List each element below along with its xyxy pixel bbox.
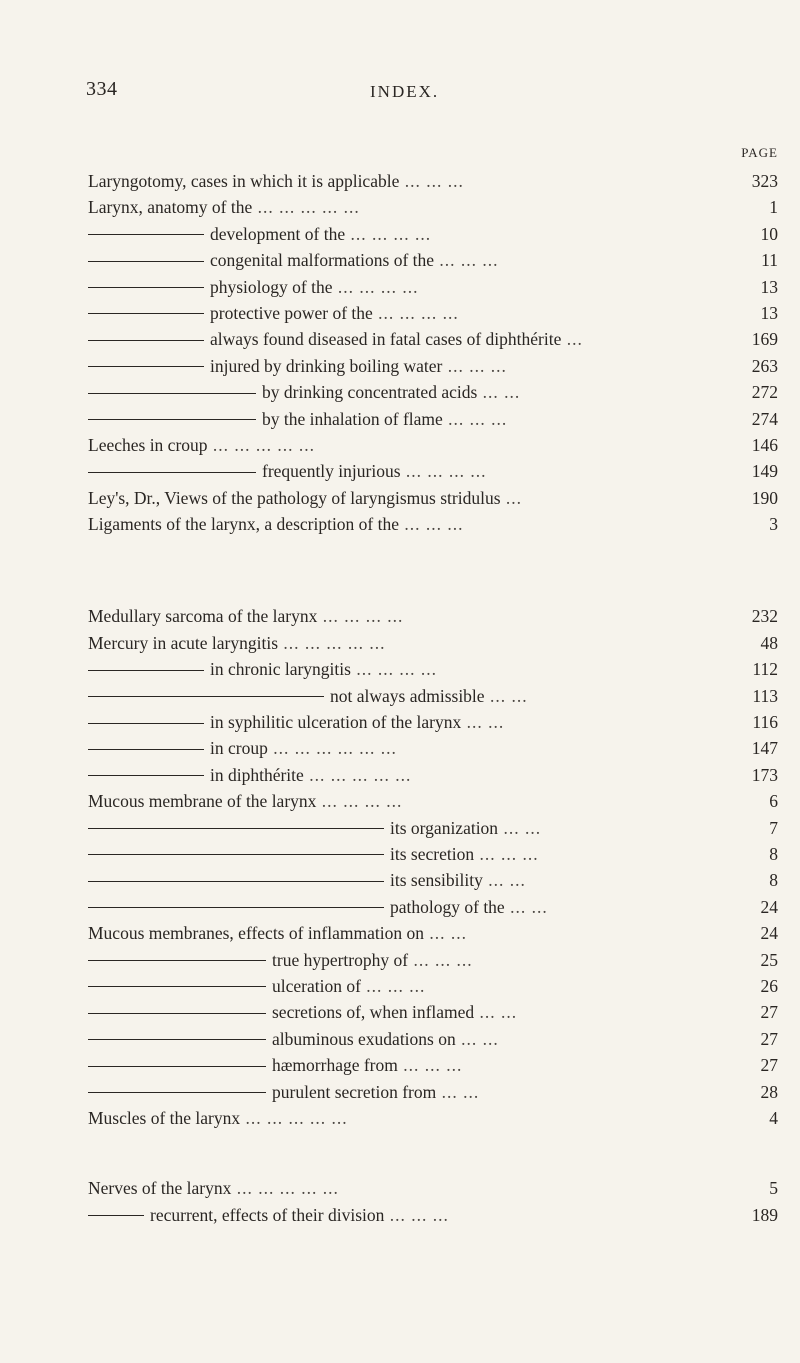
index-entry — [88, 379, 778, 405]
entry-text: in chronic laryngitis — [210, 659, 351, 680]
entry-text: hæmorrhage from — [272, 1055, 398, 1076]
entry-text: Medullary sarcoma of the larynx — [88, 606, 318, 627]
dot-leader: ... ... ... — [434, 250, 499, 271]
dot-leader: ... ... ... — [442, 408, 508, 429]
entry-page-number: 169 — [751, 329, 778, 350]
ditto-rule — [88, 287, 204, 288]
entry-text: secretions of, when inflamed — [272, 1002, 475, 1023]
entry-text: Mucous membrane of the larynx — [88, 791, 317, 812]
entry-text: by drinking concentrated acids — [262, 382, 478, 403]
entry-page-number: 8 — [769, 870, 778, 891]
index-entry — [88, 274, 778, 300]
entry-text: albuminous exudations on — [272, 1028, 456, 1049]
entry-text: by the inhalation of flame — [262, 408, 443, 429]
entry-text: ulceration of — [272, 975, 361, 996]
page-number: 334 — [86, 78, 118, 100]
page-column-label: PAGE — [741, 145, 778, 160]
entry-page-number: 1 — [769, 197, 778, 218]
entry-text: Ley's, Dr., Views of the pathology of laryngismus stridulus — [88, 487, 501, 508]
entry-page-number: 10 — [760, 223, 778, 244]
entry-page-number: 112 — [752, 659, 778, 680]
dot-leader: ... ... ... ... ... — [207, 434, 316, 455]
dot-leader: ... ... — [436, 1081, 480, 1102]
dot-leader: ... ... — [482, 870, 526, 891]
ditto-rule — [88, 670, 204, 671]
dot-leader: ... ... ... ... ... — [240, 1107, 348, 1128]
entry-text: protective power of the — [210, 302, 373, 323]
index-entry — [88, 603, 778, 629]
entry-page-number: 24 — [760, 923, 778, 944]
dot-leader: ... ... ... — [474, 843, 539, 864]
ditto-rule — [88, 986, 266, 987]
index-entry — [88, 947, 778, 973]
dot-leader: ... ... — [504, 896, 548, 917]
index-entry — [88, 709, 778, 735]
dot-leader: ... — [561, 329, 583, 350]
dot-leader: ... ... — [498, 817, 542, 838]
entry-page-number: 4 — [769, 1107, 778, 1128]
index-entry — [88, 1175, 778, 1201]
entry-page-number: 28 — [760, 1081, 778, 1102]
entry-page-number: 13 — [760, 276, 778, 297]
dot-leader: ... ... — [461, 712, 505, 733]
entry-text: Larynx, anatomy of the — [88, 197, 253, 218]
ditto-rule — [88, 960, 266, 961]
dot-leader: ... ... — [423, 923, 467, 944]
dot-leader: ... ... ... ... — [316, 791, 403, 812]
entry-text: physiology of the — [210, 276, 333, 297]
ditto-rule — [88, 749, 204, 750]
ditto-rule — [88, 828, 384, 829]
index-entry — [88, 485, 778, 511]
ditto-rule — [88, 313, 204, 314]
entry-text: Muscles of the larynx — [88, 1107, 241, 1128]
entry-page-number: 274 — [751, 408, 778, 429]
index-entry — [88, 1026, 778, 1052]
entry-text: development of the — [210, 223, 346, 244]
ditto-rule — [88, 419, 256, 420]
entry-text: congenital malformations of the — [210, 250, 435, 271]
entry-text: true hypertrophy of — [272, 949, 409, 970]
entry-text: injured by drinking boiling water — [210, 355, 443, 376]
ditto-rule — [88, 393, 256, 394]
dot-leader: ... ... ... ... ... — [252, 197, 360, 218]
index-entries — [88, 168, 778, 1228]
entry-text: in syphilitic ulceration of the larynx — [210, 712, 462, 733]
index-entry — [88, 221, 778, 247]
dot-leader: ... ... ... ... ... — [278, 632, 386, 653]
dot-leader: ... ... — [477, 382, 521, 403]
entry-page-number: 27 — [760, 1055, 778, 1076]
entry-page-number: 147 — [751, 738, 778, 759]
entry-page-number: 25 — [760, 949, 778, 970]
entry-page-number: 11 — [761, 250, 778, 271]
ditto-rule — [88, 854, 384, 855]
index-entry — [88, 168, 778, 194]
index-entry — [88, 894, 778, 920]
entry-page-number: 8 — [769, 843, 778, 864]
entry-page-number: 48 — [760, 632, 778, 653]
ditto-rule — [88, 723, 204, 724]
index-entry — [88, 1079, 778, 1105]
ditto-rule — [88, 340, 204, 341]
index-entry — [88, 1202, 778, 1228]
entry-page-number: 146 — [751, 434, 778, 455]
dot-leader: ... ... ... — [360, 975, 426, 996]
entry-text: its organization — [390, 817, 499, 838]
entry-page-number: 149 — [751, 461, 778, 482]
ditto-rule — [88, 261, 204, 262]
entry-text: always found diseased in fatal cases of diphthérite — [210, 329, 562, 350]
ditto-rule — [88, 472, 256, 473]
dot-leader: ... ... ... ... — [400, 461, 487, 482]
index-entry — [88, 300, 778, 326]
entry-page-number: 232 — [751, 606, 778, 627]
entry-page-number: 116 — [752, 712, 778, 733]
index-entry — [88, 458, 778, 484]
ditto-rule — [88, 366, 204, 367]
dot-leader: ... ... ... — [399, 514, 464, 535]
dot-leader: ... ... ... ... — [317, 606, 404, 627]
dot-leader: ... ... ... ... — [372, 302, 459, 323]
entry-text: Laryngotomy, cases in which it is applicable — [88, 171, 400, 191]
index-entry — [88, 406, 778, 432]
index-entry — [88, 973, 778, 999]
page-header — [0, 78, 800, 118]
entry-page-number: 27 — [760, 1028, 778, 1049]
index-entry — [88, 656, 778, 682]
ditto-rule — [88, 234, 204, 235]
dot-leader: ... — [500, 487, 523, 508]
ditto-rule — [88, 1013, 266, 1014]
dot-leader: ... ... ... ... ... — [231, 1178, 339, 1199]
index-entry — [88, 815, 778, 841]
entry-text: its secretion — [390, 843, 475, 864]
dot-leader: ... ... ... — [397, 1055, 463, 1076]
entry-page-number: 323 — [751, 171, 778, 191]
entry-page-number: 190 — [751, 487, 778, 508]
index-entry — [88, 432, 778, 458]
entry-text: Ligaments of the larynx, a description of the — [88, 514, 400, 535]
dot-leader: ... ... — [455, 1028, 499, 1049]
dot-leader: ... ... ... ... — [350, 659, 437, 680]
dot-leader: ... ... ... ... — [332, 276, 419, 297]
index-entry — [88, 353, 778, 379]
entry-page-number: 189 — [751, 1204, 778, 1225]
dot-leader: ... ... ... — [384, 1204, 449, 1225]
entry-text: Nerves of the larynx — [88, 1178, 232, 1199]
entry-page-number: 173 — [751, 764, 778, 785]
dot-leader: ... ... ... — [408, 949, 473, 970]
entry-text: Mucous membranes, effects of inflammation on — [88, 923, 424, 944]
ditto-rule — [88, 1066, 266, 1067]
entry-text: its sensibility — [390, 870, 483, 891]
entry-text: in croup — [210, 738, 268, 759]
dot-leader: ... ... ... ... — [345, 223, 432, 244]
entry-text: pathology of the — [390, 896, 505, 917]
entry-page-number: 113 — [752, 685, 778, 706]
index-entry — [88, 999, 778, 1025]
entry-page-number: 3 — [769, 514, 778, 535]
entry-page-number: 24 — [760, 896, 778, 917]
entry-page-number: 26 — [760, 975, 778, 996]
entry-page-number: 13 — [760, 302, 778, 323]
index-entry — [88, 683, 778, 709]
entry-page-number: 6 — [769, 791, 778, 812]
entry-text: in diphthérite — [210, 764, 304, 785]
ditto-rule — [88, 1039, 266, 1040]
index-entry — [88, 762, 778, 788]
index-entry — [88, 1052, 778, 1078]
index-entry — [88, 841, 778, 867]
entry-text: frequently injurious — [262, 461, 401, 482]
entry-text: Leeches in croup — [88, 434, 208, 455]
entry-page-number: 7 — [769, 817, 778, 838]
ditto-rule — [88, 775, 204, 776]
dot-leader: ... ... ... ... ... — [303, 764, 412, 785]
index-section — [88, 603, 778, 1131]
running-title: INDEX. — [370, 82, 440, 101]
index-entry — [88, 194, 778, 220]
entry-text: Mercury in acute laryngitis — [88, 632, 279, 653]
index-entry — [88, 630, 778, 656]
ditto-rule — [88, 1215, 144, 1216]
entry-text: not always admissible — [330, 685, 485, 706]
dot-leader: ... ... ... — [399, 171, 464, 191]
entry-page-number: 272 — [751, 382, 778, 403]
index-entry — [88, 867, 778, 893]
dot-leader: ... ... ... ... ... ... — [267, 738, 397, 759]
entry-text: purulent secretion from — [272, 1081, 437, 1102]
ditto-rule — [88, 907, 384, 908]
index-entry — [88, 1105, 778, 1131]
dot-leader: ... ... — [474, 1002, 518, 1023]
entry-page-number: 5 — [769, 1178, 778, 1199]
index-entry — [88, 326, 778, 352]
index-entry — [88, 247, 778, 273]
index-entry — [88, 511, 778, 537]
index-entry — [88, 920, 778, 946]
entry-page-number: 263 — [751, 355, 778, 376]
entry-text: recurrent, effects of their division — [150, 1204, 385, 1225]
ditto-rule — [88, 696, 324, 697]
index-section — [88, 168, 778, 537]
entry-page-number: 27 — [760, 1002, 778, 1023]
ditto-rule — [88, 881, 384, 882]
ditto-rule — [88, 1092, 266, 1093]
index-section — [88, 1175, 778, 1228]
index-entry — [88, 788, 778, 814]
dot-leader: ... ... ... — [442, 355, 507, 376]
index-entry — [88, 735, 778, 761]
dot-leader: ... ... — [484, 685, 528, 706]
